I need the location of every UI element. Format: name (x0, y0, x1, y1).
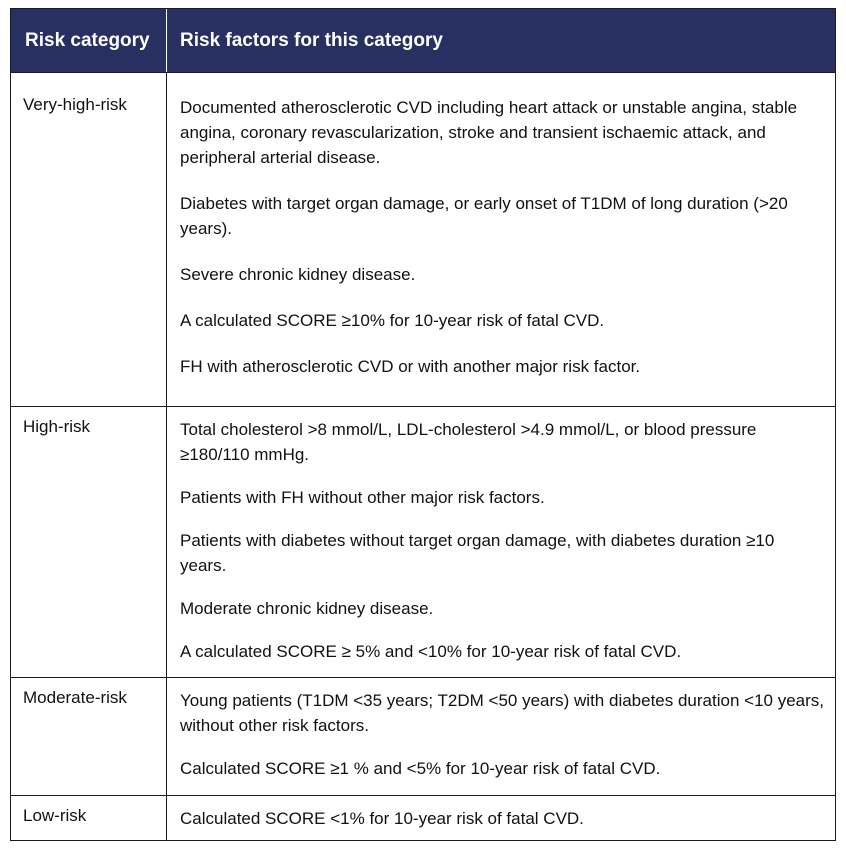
table-row-very-high-risk (11, 73, 835, 407)
risk-factor-item: Documented atherosclerotic CVD including heart attack or unstable angina, stable angina, coronary revascularization, stroke and transient ischaemic attack, and peripheral arterial disease. (180, 98, 798, 167)
risk-factor-item: A calculated SCORE ≥10% for 10-year risk of fatal CVD. (180, 311, 605, 330)
risk-factor-item: Diabetes with target organ damage, or early onset of T1DM of long duration (>20 years). (180, 194, 788, 238)
risk-factor-item: Moderate chronic kidney disease. (180, 599, 434, 618)
risk-factor-item: Patients with diabetes without target organ damage, with diabetes duration ≥10 years. (180, 531, 775, 575)
table-row-moderate-risk (11, 678, 835, 796)
risk-category-cell: Moderate-risk (11, 678, 167, 795)
risk-category-cell: Very-high-risk (11, 73, 167, 406)
risk-factor-item: Calculated SCORE ≥1 % and <5% for 10-year risk of fatal CVD. (180, 759, 661, 778)
risk-factor-item: Young patients (T1DM <35 years; T2DM <50 years) with diabetes duration <10 years, without other risk factors. (180, 691, 824, 735)
risk-factor-item: A calculated SCORE ≥ 5% and <10% for 10-year risk of fatal CVD. (180, 642, 682, 661)
table-row-high-risk (11, 407, 835, 678)
risk-factors-cell (167, 407, 835, 677)
risk-factor-item: Patients with FH without other major risk factors. (180, 488, 545, 507)
risk-category-cell: High-risk (11, 407, 167, 677)
table-row-low-risk (11, 796, 835, 840)
risk-factors-cell (167, 678, 835, 795)
header-risk-category: Risk category (11, 9, 167, 72)
risk-factor-item: Calculated SCORE <1% for 10-year risk of fatal CVD. (180, 809, 584, 828)
risk-factor-item: Total cholesterol >8 mmol/L, LDL-cholesterol >4.9 mmol/L, or blood pressure ≥180/110 mmHg. (180, 420, 757, 464)
risk-category-cell: Low-risk (11, 796, 167, 840)
table-header-row (11, 9, 835, 73)
risk-factor-item: FH with atherosclerotic CVD or with another major risk factor. (180, 357, 641, 376)
risk-category-table (10, 8, 836, 841)
risk-factor-item: Severe chronic kidney disease. (180, 265, 416, 284)
risk-factors-cell (167, 73, 835, 406)
header-risk-factors: Risk factors for this category (180, 29, 443, 51)
risk-factors-cell (167, 796, 835, 840)
